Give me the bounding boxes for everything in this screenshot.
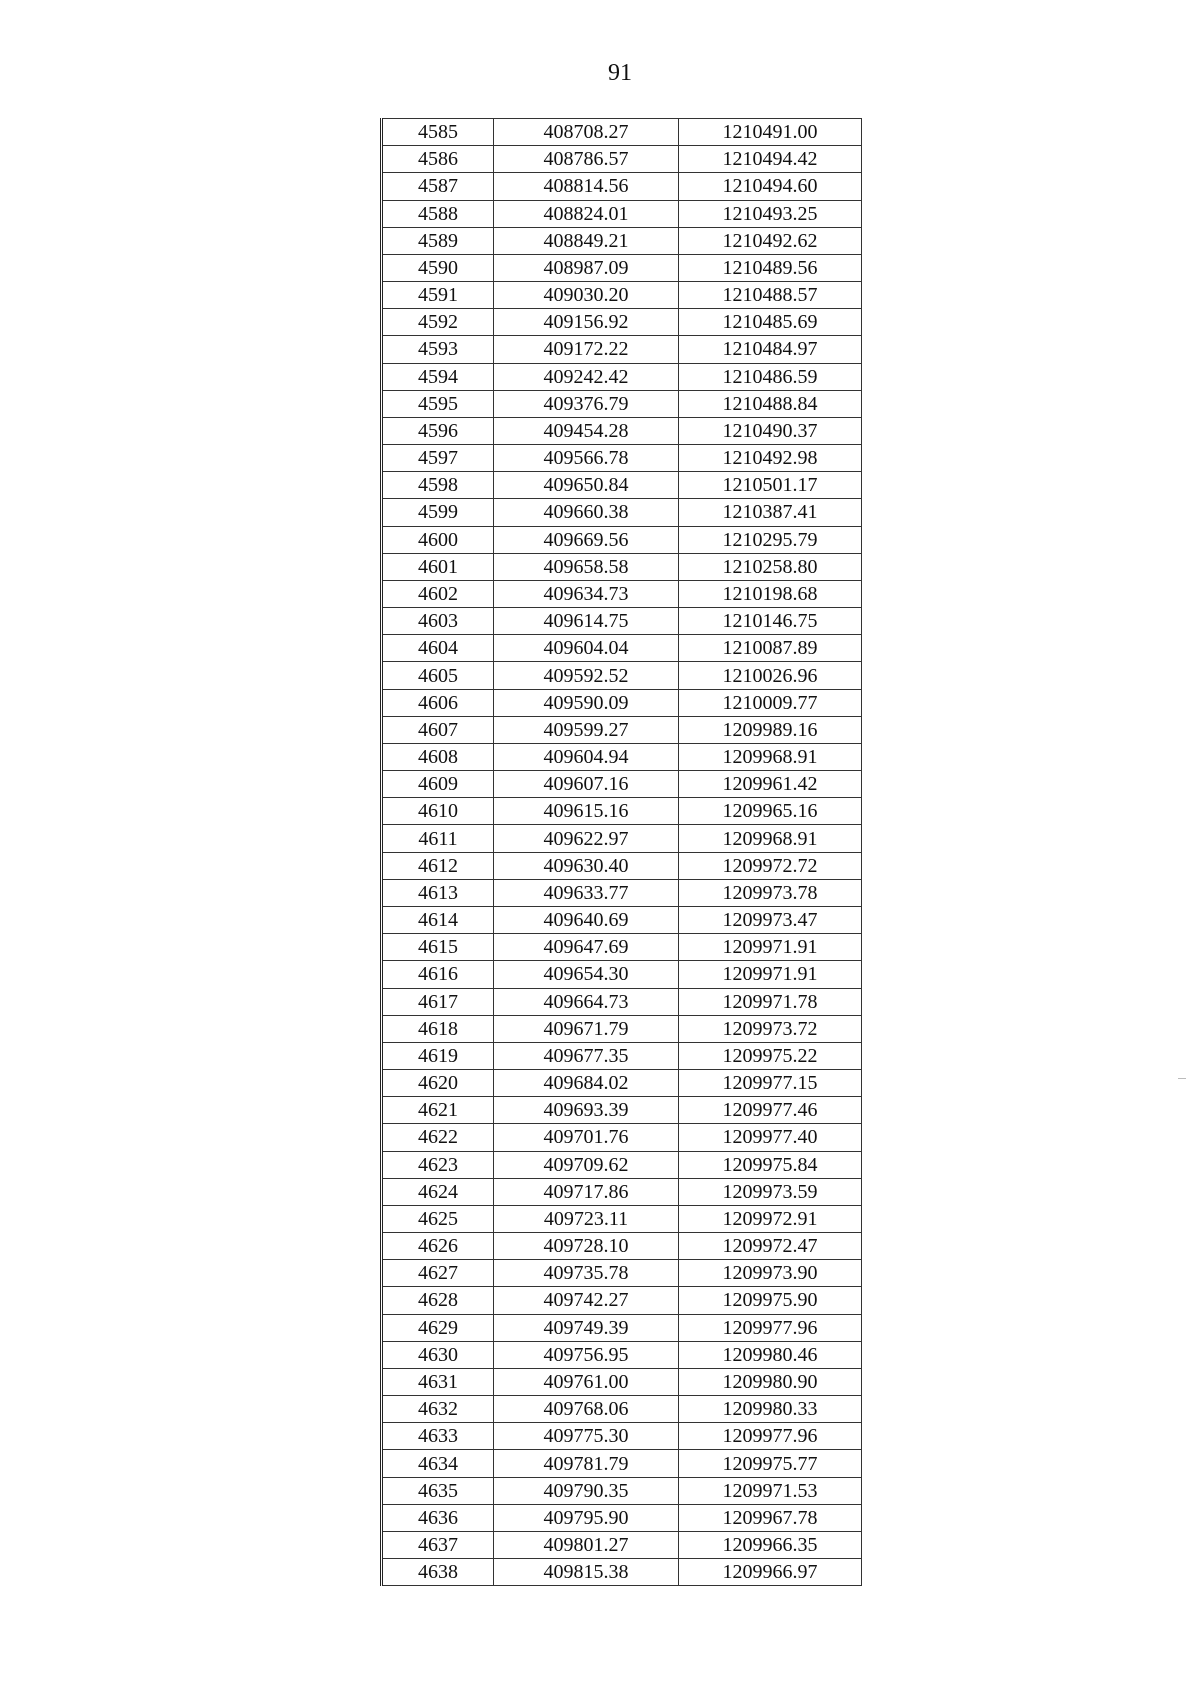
x-coordinate-cell: 409775.30 (494, 1423, 679, 1450)
table-row (382, 1233, 862, 1260)
table-row (382, 390, 862, 417)
x-coordinate-cell: 409599.27 (494, 716, 679, 743)
table-row (382, 1423, 862, 1450)
point-number-cell: 4590 (382, 254, 494, 281)
point-number-cell: 4619 (382, 1042, 494, 1069)
point-number-cell: 4612 (382, 852, 494, 879)
table-row (382, 200, 862, 227)
x-coordinate-cell: 409630.40 (494, 852, 679, 879)
x-coordinate-cell: 409658.58 (494, 553, 679, 580)
page-number: 91 (608, 60, 632, 86)
y-coordinate-cell: 1209977.40 (679, 1124, 862, 1151)
x-coordinate-cell: 409615.16 (494, 798, 679, 825)
x-coordinate-cell: 409669.56 (494, 526, 679, 553)
table-row (382, 689, 862, 716)
x-coordinate-cell: 409701.76 (494, 1124, 679, 1151)
table-row (382, 282, 862, 309)
table-row (382, 336, 862, 363)
y-coordinate-cell: 1210198.68 (679, 580, 862, 607)
y-coordinate-cell: 1210146.75 (679, 608, 862, 635)
x-coordinate-cell: 409768.06 (494, 1396, 679, 1423)
table-row (382, 1504, 862, 1531)
table-row (382, 635, 862, 662)
table-row (382, 906, 862, 933)
x-coordinate-cell: 409156.92 (494, 309, 679, 336)
y-coordinate-cell: 1210492.98 (679, 445, 862, 472)
point-number-cell: 4608 (382, 743, 494, 770)
y-coordinate-cell: 1209977.96 (679, 1314, 862, 1341)
x-coordinate-cell: 409654.30 (494, 961, 679, 988)
x-coordinate-cell: 409684.02 (494, 1070, 679, 1097)
point-number-cell: 4631 (382, 1368, 494, 1395)
y-coordinate-cell: 1209980.90 (679, 1368, 862, 1395)
point-number-cell: 4634 (382, 1450, 494, 1477)
point-number-cell: 4618 (382, 1015, 494, 1042)
table-row (382, 961, 862, 988)
point-number-cell: 4604 (382, 635, 494, 662)
table-body (382, 119, 862, 1586)
point-number-cell: 4635 (382, 1477, 494, 1504)
point-number-cell: 4585 (382, 119, 494, 146)
point-number-cell: 4593 (382, 336, 494, 363)
y-coordinate-cell: 1209973.72 (679, 1015, 862, 1042)
y-coordinate-cell: 1209961.42 (679, 771, 862, 798)
table-row (382, 254, 862, 281)
table-row (382, 1341, 862, 1368)
table-row (382, 119, 862, 146)
y-coordinate-cell: 1209966.97 (679, 1559, 862, 1586)
x-coordinate-cell: 409815.38 (494, 1559, 679, 1586)
y-coordinate-cell: 1210501.17 (679, 472, 862, 499)
y-coordinate-cell: 1210484.97 (679, 336, 862, 363)
x-coordinate-cell: 409633.77 (494, 879, 679, 906)
x-coordinate-cell: 409761.00 (494, 1368, 679, 1395)
x-coordinate-cell: 409781.79 (494, 1450, 679, 1477)
y-coordinate-cell: 1209973.90 (679, 1260, 862, 1287)
point-number-cell: 4603 (382, 608, 494, 635)
point-number-cell: 4587 (382, 173, 494, 200)
x-coordinate-cell: 409242.42 (494, 363, 679, 390)
point-number-cell: 4598 (382, 472, 494, 499)
x-coordinate-cell: 408987.09 (494, 254, 679, 281)
x-coordinate-cell: 409723.11 (494, 1205, 679, 1232)
x-coordinate-cell: 409172.22 (494, 336, 679, 363)
table-row (382, 363, 862, 390)
table-row (382, 173, 862, 200)
x-coordinate-cell: 409709.62 (494, 1151, 679, 1178)
y-coordinate-cell: 1209972.47 (679, 1233, 862, 1260)
table-row (382, 1042, 862, 1069)
table-row (382, 1178, 862, 1205)
table-row (382, 1124, 862, 1151)
point-number-cell: 4613 (382, 879, 494, 906)
table-row (382, 417, 862, 444)
y-coordinate-cell: 1210009.77 (679, 689, 862, 716)
table-row (382, 1368, 862, 1395)
x-coordinate-cell: 409717.86 (494, 1178, 679, 1205)
table-row (382, 1205, 862, 1232)
point-number-cell: 4621 (382, 1097, 494, 1124)
table-row (382, 1287, 862, 1314)
x-coordinate-cell: 409614.75 (494, 608, 679, 635)
y-coordinate-cell: 1210488.57 (679, 282, 862, 309)
table-row (382, 445, 862, 472)
y-coordinate-cell: 1209977.46 (679, 1097, 862, 1124)
x-coordinate-cell: 409795.90 (494, 1504, 679, 1531)
point-number-cell: 4633 (382, 1423, 494, 1450)
point-number-cell: 4596 (382, 417, 494, 444)
y-coordinate-cell: 1210490.37 (679, 417, 862, 444)
point-number-cell: 4636 (382, 1504, 494, 1531)
table-row (382, 852, 862, 879)
table-row (382, 716, 862, 743)
point-number-cell: 4589 (382, 227, 494, 254)
y-coordinate-cell: 1209971.91 (679, 961, 862, 988)
y-coordinate-cell: 1209975.77 (679, 1450, 862, 1477)
table-row (382, 934, 862, 961)
y-coordinate-cell: 1209972.72 (679, 852, 862, 879)
y-coordinate-cell: 1209973.59 (679, 1178, 862, 1205)
x-coordinate-cell: 409590.09 (494, 689, 679, 716)
y-coordinate-cell: 1209967.78 (679, 1504, 862, 1531)
y-coordinate-cell: 1210387.41 (679, 499, 862, 526)
x-coordinate-cell: 409756.95 (494, 1341, 679, 1368)
y-coordinate-cell: 1209975.22 (679, 1042, 862, 1069)
point-number-cell: 4592 (382, 309, 494, 336)
point-number-cell: 4622 (382, 1124, 494, 1151)
point-number-cell: 4630 (382, 1341, 494, 1368)
point-number-cell: 4627 (382, 1260, 494, 1287)
point-number-cell: 4594 (382, 363, 494, 390)
x-coordinate-cell: 409592.52 (494, 662, 679, 689)
scan-edge-mark (1178, 1078, 1186, 1079)
point-number-cell: 4637 (382, 1531, 494, 1558)
point-number-cell: 4607 (382, 716, 494, 743)
x-coordinate-cell: 409607.16 (494, 771, 679, 798)
y-coordinate-cell: 1209965.16 (679, 798, 862, 825)
y-coordinate-cell: 1209977.96 (679, 1423, 862, 1450)
x-coordinate-cell: 409640.69 (494, 906, 679, 933)
y-coordinate-cell: 1209973.47 (679, 906, 862, 933)
y-coordinate-cell: 1210026.96 (679, 662, 862, 689)
x-coordinate-cell: 409728.10 (494, 1233, 679, 1260)
x-coordinate-cell: 409604.04 (494, 635, 679, 662)
point-number-cell: 4606 (382, 689, 494, 716)
x-coordinate-cell: 409634.73 (494, 580, 679, 607)
table-row (382, 1260, 862, 1287)
point-number-cell: 4610 (382, 798, 494, 825)
point-number-cell: 4614 (382, 906, 494, 933)
x-coordinate-cell: 409742.27 (494, 1287, 679, 1314)
table-row (382, 1015, 862, 1042)
point-number-cell: 4595 (382, 390, 494, 417)
point-number-cell: 4623 (382, 1151, 494, 1178)
point-number-cell: 4586 (382, 146, 494, 173)
table-row (382, 1477, 862, 1504)
table-row (382, 825, 862, 852)
y-coordinate-cell: 1210494.42 (679, 146, 862, 173)
table-row (382, 553, 862, 580)
table-row (382, 526, 862, 553)
y-coordinate-cell: 1210492.62 (679, 227, 862, 254)
table-row (382, 988, 862, 1015)
y-coordinate-cell: 1209975.84 (679, 1151, 862, 1178)
coordinates-table (380, 118, 862, 1586)
x-coordinate-cell: 409454.28 (494, 417, 679, 444)
table-row (382, 146, 862, 173)
x-coordinate-cell: 409566.78 (494, 445, 679, 472)
table-row (382, 798, 862, 825)
x-coordinate-cell: 409604.94 (494, 743, 679, 770)
point-number-cell: 4599 (382, 499, 494, 526)
point-number-cell: 4609 (382, 771, 494, 798)
y-coordinate-cell: 1209968.91 (679, 825, 862, 852)
table-row (382, 1314, 862, 1341)
x-coordinate-cell: 409790.35 (494, 1477, 679, 1504)
y-coordinate-cell: 1210494.60 (679, 173, 862, 200)
x-coordinate-cell: 408786.57 (494, 146, 679, 173)
table-row (382, 499, 862, 526)
point-number-cell: 4591 (382, 282, 494, 309)
table-row (382, 1531, 862, 1558)
y-coordinate-cell: 1210258.80 (679, 553, 862, 580)
x-coordinate-cell: 408824.01 (494, 200, 679, 227)
x-coordinate-cell: 409647.69 (494, 934, 679, 961)
y-coordinate-cell: 1209971.53 (679, 1477, 862, 1504)
y-coordinate-cell: 1209968.91 (679, 743, 862, 770)
table-row (382, 1151, 862, 1178)
y-coordinate-cell: 1210485.69 (679, 309, 862, 336)
y-coordinate-cell: 1209971.91 (679, 934, 862, 961)
table-row (382, 580, 862, 607)
x-coordinate-cell: 409693.39 (494, 1097, 679, 1124)
y-coordinate-cell: 1210488.84 (679, 390, 862, 417)
table-row (382, 879, 862, 906)
y-coordinate-cell: 1210489.56 (679, 254, 862, 281)
x-coordinate-cell: 409735.78 (494, 1260, 679, 1287)
x-coordinate-cell: 409671.79 (494, 1015, 679, 1042)
y-coordinate-cell: 1209972.91 (679, 1205, 862, 1232)
table-row (382, 1450, 862, 1477)
y-coordinate-cell: 1209980.46 (679, 1341, 862, 1368)
y-coordinate-cell: 1209975.90 (679, 1287, 862, 1314)
point-number-cell: 4597 (382, 445, 494, 472)
table-row (382, 771, 862, 798)
y-coordinate-cell: 1209973.78 (679, 879, 862, 906)
point-number-cell: 4624 (382, 1178, 494, 1205)
point-number-cell: 4620 (382, 1070, 494, 1097)
table-row (382, 662, 862, 689)
x-coordinate-cell: 409622.97 (494, 825, 679, 852)
point-number-cell: 4588 (382, 200, 494, 227)
y-coordinate-cell: 1209977.15 (679, 1070, 862, 1097)
y-coordinate-cell: 1210087.89 (679, 635, 862, 662)
point-number-cell: 4602 (382, 580, 494, 607)
point-number-cell: 4605 (382, 662, 494, 689)
y-coordinate-cell: 1209980.33 (679, 1396, 862, 1423)
point-number-cell: 4625 (382, 1205, 494, 1232)
table-row (382, 1396, 862, 1423)
point-number-cell: 4632 (382, 1396, 494, 1423)
table-row (382, 608, 862, 635)
x-coordinate-cell: 409030.20 (494, 282, 679, 309)
y-coordinate-cell: 1209971.78 (679, 988, 862, 1015)
x-coordinate-cell: 408849.21 (494, 227, 679, 254)
y-coordinate-cell: 1210493.25 (679, 200, 862, 227)
table-row (382, 743, 862, 770)
table-row (382, 309, 862, 336)
table-row (382, 472, 862, 499)
point-number-cell: 4615 (382, 934, 494, 961)
table-row (382, 1559, 862, 1586)
x-coordinate-cell: 408814.56 (494, 173, 679, 200)
point-number-cell: 4617 (382, 988, 494, 1015)
point-number-cell: 4616 (382, 961, 494, 988)
y-coordinate-cell: 1209966.35 (679, 1531, 862, 1558)
point-number-cell: 4611 (382, 825, 494, 852)
y-coordinate-cell: 1210491.00 (679, 119, 862, 146)
point-number-cell: 4600 (382, 526, 494, 553)
point-number-cell: 4626 (382, 1233, 494, 1260)
x-coordinate-cell: 409376.79 (494, 390, 679, 417)
x-coordinate-cell: 409749.39 (494, 1314, 679, 1341)
y-coordinate-cell: 1209989.16 (679, 716, 862, 743)
y-coordinate-cell: 1210295.79 (679, 526, 862, 553)
point-number-cell: 4601 (382, 553, 494, 580)
y-coordinate-cell: 1210486.59 (679, 363, 862, 390)
x-coordinate-cell: 409801.27 (494, 1531, 679, 1558)
point-number-cell: 4638 (382, 1559, 494, 1586)
x-coordinate-cell: 408708.27 (494, 119, 679, 146)
x-coordinate-cell: 409677.35 (494, 1042, 679, 1069)
point-number-cell: 4628 (382, 1287, 494, 1314)
x-coordinate-cell: 409664.73 (494, 988, 679, 1015)
table-row (382, 227, 862, 254)
table-row (382, 1070, 862, 1097)
point-number-cell: 4629 (382, 1314, 494, 1341)
table-row (382, 1097, 862, 1124)
x-coordinate-cell: 409650.84 (494, 472, 679, 499)
x-coordinate-cell: 409660.38 (494, 499, 679, 526)
